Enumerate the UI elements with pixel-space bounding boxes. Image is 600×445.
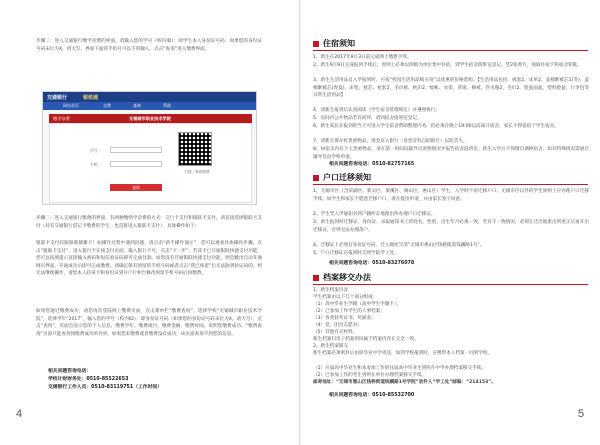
archives-item-6: （4）党、团员志愿书； xyxy=(313,323,362,328)
housing-item-1: 1、新生在2017年9月3日前完成网上缴费手续。 xyxy=(313,55,412,60)
bank-logo: 交通银行 xyxy=(47,95,68,101)
screenshot-form-panel xyxy=(49,123,252,203)
finish-paragraph: 如果您通过缴费成功，请您再次登陆网上缴费页面，点击菜单栏“缴费查询”，选择学校“无锡城市职业技术学院”，选择学年“2017”，输入您的学号（校内ID）：即身份证号码（如果您的身份证号码末位为X，请大写），点击“查询”，页面会显示您的个人信息、缴费学年、缴费项目、缴费金额、缴费时间，说明您缴费成功。“缴费查询”页面只能查询到缴费成功的名单，如果您未缴费或者缴费没有成功，该页面查询不到您的信息。 xyxy=(36,309,262,337)
archives-contact: 相关问题咨询电话：0510-85532700 xyxy=(329,393,415,398)
query-button: 查询 xyxy=(110,184,162,191)
section-marker-icon xyxy=(313,41,319,47)
screenshot-nav xyxy=(43,102,256,110)
archives-item-1: 1、新生档案内容 xyxy=(313,288,349,293)
phone-label: 手机： xyxy=(90,162,102,167)
section-title-hukou: 户口迁移须知 xyxy=(323,173,371,182)
archives-item-10: 新生档案必须密封后由原毕业中学寄送，如到学校报到时，应携带本人档案一同到学校。 xyxy=(313,351,493,356)
contacts-heading: 相关问题咨询电话： xyxy=(48,369,92,374)
section-marker-icon xyxy=(313,275,319,281)
hukou-item-1: 1、无锡市区（含滨湖区、新吴区、梁溪区、锡山区、惠山区）学生，入学时不再迁移户口；无锡市区以外的学生原则上应办理户口迁移手续。如学生和家长不愿意迁移户口，请在提出申请，并由家长签字同意。 xyxy=(313,189,589,202)
section-title-housing: 住宿须知 xyxy=(323,39,355,48)
hukou-item-2: 2、学生凭入学通知书到户籍所在地派出所办理户口迁移证。 xyxy=(313,212,436,217)
nav-item-help: 帮助 xyxy=(163,103,171,108)
section-marker-icon xyxy=(313,175,319,181)
page-number-right: 5 xyxy=(578,408,585,420)
housing-item-4: 4、请新生报到后认真阅读《学生宿舍管理规定》并遵照执行。 xyxy=(313,108,440,113)
housing-item-2: 2、新生9月9日完成报到手续后，原则上必须以班级为单位集中住宿，到学生宿舍值班室登记，凭2张照片，领取住宿卡和宿舍钥匙。 xyxy=(313,63,582,68)
section-rule xyxy=(313,50,588,51)
student-id-label: 学号： xyxy=(90,148,102,153)
panel-title: 缴学杂费 xyxy=(53,115,70,121)
screenshot-panel-header xyxy=(49,114,252,123)
qr-caption: 扫描二维码缴费 xyxy=(184,170,210,174)
housing-item-5: 5、房间内公共物品若有损坏，请到宿舍值班室登记。 xyxy=(313,116,422,121)
hukou-item-4: 4、迁移证上必须有身份证号码，迁入地址写清“无锡市惠山区钱桥街道钱藕路1号”。 xyxy=(313,243,485,248)
qr-code xyxy=(178,132,212,166)
section-rule xyxy=(313,184,588,185)
housing-contact: 相关问题咨询电话：0510-82757165 xyxy=(329,162,415,167)
archives-item-2: 学生档案由以下几个部分组成： xyxy=(313,295,378,300)
right-page xyxy=(301,0,600,445)
archives-mailing-address: 邮寄地址：“无锡市惠山区钱桥街道钱藕路1号学院”收件人“学工处”邮编：“214153”。 xyxy=(313,380,496,385)
screenshot-header xyxy=(43,92,256,102)
section-header-hukou xyxy=(313,172,371,183)
section-header-archives xyxy=(313,272,371,283)
contact-bank: 交通银行工作人员：0510-83119751（工作时间） xyxy=(48,385,162,390)
intro-paragraph: 步骤二：进入交通银行缴学杂费的界面，请输入您的学号（校内ID）：即学生本人身份证号码；如果您的身份证号码末位为X，请大写。界面下面的手机号可以不用输入，点击“查询”进入缴费界面。 xyxy=(36,39,262,52)
bank-payment-screenshot xyxy=(42,91,257,205)
housing-item-7: 7、请新生保存好贵重物品，现金存入银行（食堂旁有自助银行）以防丢失。 xyxy=(313,139,468,144)
unionpay-paragraph: 银联卡支付仅限银联储蓄卡！如操作过程中遇到问题，请点击“新手操作演示”，您可以观看具体操作步骤。点击“银联卡支付”，进入银行卡在线支付页面，输入银行卡号，点击“下一步”，若该卡已开通银联快捷支付功能，您可以按照提示直接输入密码和短信验证码即可完成付款。如您没有开通银联快捷支付功能，则会跳出自动开通网页界面，开通成功后即可完成缴费。请确定保有预留的手机号码或者点击“我已预留”后无法收到验证码的，则无法继续操作，请您本人持该卡和身份证到开户行柜台修改预留手机号码后再缴费。 xyxy=(36,241,262,277)
housing-item-6: 6、新生家长在报到的当天可进入学生宿舍帮助整理内务，但必须在晚上19:00以前离开宿舍，家长不得留宿于学生宿舍。 xyxy=(313,124,559,129)
archives-item-7: （5）其他有关材料。 xyxy=(313,330,358,335)
archives-item-12: （2）已参加工作的考生到所在单位办理档案移交手续。 xyxy=(313,373,427,378)
archives-item-9: 2、新生档案移交 xyxy=(313,344,349,349)
left-page xyxy=(0,0,299,445)
hukou-item-5: 5、户口迁移证在报到时交到学院学工处。 xyxy=(313,251,399,256)
school-name: 无锡城市职业技术学院 xyxy=(129,115,171,121)
housing-item-8: 8、如宿舍内有个人贵重物品，请在第一时间向辅导员说明情况并报告宿舍值班室。新生入学后不得擅自调换宿舍，如有特殊情况需通过辅导员向学校申请。 xyxy=(313,147,589,160)
archives-item-11: （1）应届高中毕业生和本参加工作的往届高中毕业生到所在中学办理档案移交手续； xyxy=(313,366,486,371)
student-id-input xyxy=(110,147,162,153)
contact-finance: 学校计财财务处：0510-85522653 xyxy=(48,377,129,382)
archives-item-5: （3）各类获奖证书、奖励表； xyxy=(313,316,376,321)
section-rule xyxy=(313,284,588,285)
phone-input xyxy=(110,161,162,167)
nav-item-pay: 交费 xyxy=(103,103,111,108)
section-title-archives: 档案移交办法 xyxy=(323,273,371,282)
nav-item-query: 查询 xyxy=(133,103,141,108)
nav-item-home: 网站首页 xyxy=(63,103,79,108)
section-header-housing xyxy=(313,38,355,49)
hukou-contact: 相关问题咨询电话：0510-83276078 xyxy=(329,261,415,266)
archives-item-3: （1）高中毕业生学籍（高中学生学籍卡）； xyxy=(313,302,401,307)
hukou-item-3: 3、新生报到时迁移证、身份证、录取通知书上的姓名、性别、出生年月必须一致，若有不一致情况，必须在迁出地派出所更正后再开出迁移证，否则无法办理落户。 xyxy=(313,220,589,233)
archives-item-8: 新生档案归电子档案则同属于档案内容在完全一致。 xyxy=(313,337,419,342)
housing-item-3: 3、新生生活用品自入学报到时，可按“校园生活用品购买说”以优惠的价格选购。【生活用品包括：被套2、床单2、盖棉絮被芯1(冬)、盖棉絮被芯(春夏)、床垫、枕芯、枕套2、毛巾被、枕巾2、蚊帐、衣架、草席、棉被、热水瓶2、毛巾2、脸盆面盆、塑料脸盆、行李包等日常生活用品】 xyxy=(313,78,589,99)
brand-logo: 银校通 xyxy=(83,95,99,101)
archives-item-4: （2）已参加工作学生的人事档案； xyxy=(313,309,385,314)
page-number-left: 4 xyxy=(16,408,23,420)
step3-paragraph: 步骤三：进入交通银行缴费的界面，有两种缴纳学杂费的方式：交行卡支付和银联卡支付。请直接选择银联卡支付（持有交通银行借记卡缴费的学生，也直接进入银联卡支付），具体操作如下： xyxy=(36,216,262,229)
